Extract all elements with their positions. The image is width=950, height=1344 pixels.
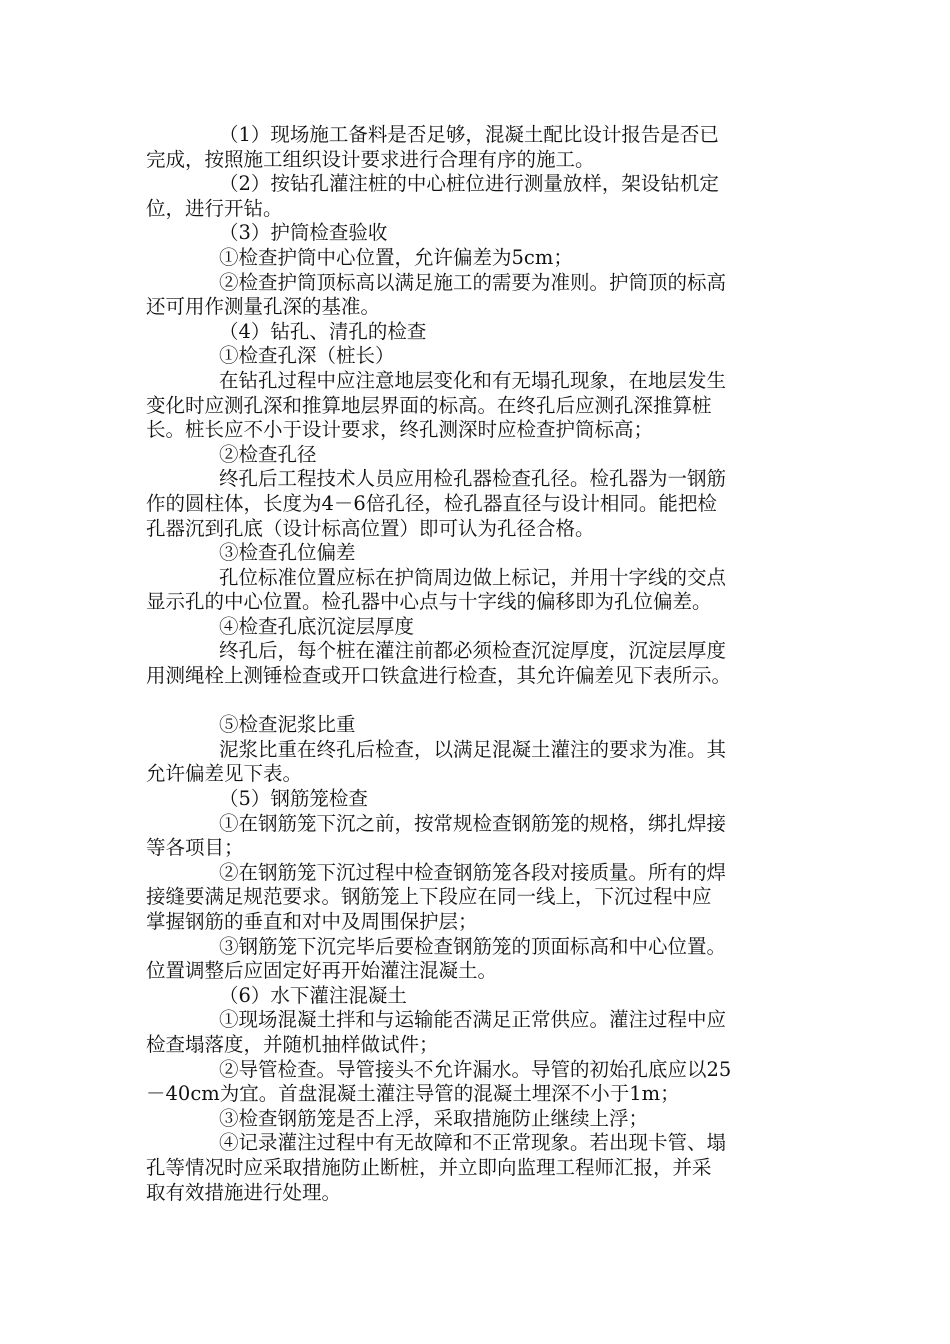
subsection-heading: ③检查孔位偏差: [219, 541, 356, 565]
paragraph-line: （1）现场施工备料是否足够，混凝土配比设计报告是否已: [219, 123, 719, 146]
paragraph-line: ②检查护筒顶标高以满足施工的需要为准则。护筒顶的标高: [219, 270, 727, 294]
paragraph-line: ③检查钢筋笼是否上浮，采取措施防止继续上浮；: [219, 1106, 649, 1130]
document-body: [146, 123, 816, 1205]
paragraph-line: 用测绳栓上测锤检查或开口铁盒进行检查，其允许偏差见下表所示。: [146, 664, 732, 688]
section-heading: （4）钻孔、清孔的检查: [219, 319, 427, 343]
paragraph-line: 等各项目；: [146, 836, 244, 860]
paragraph-line: 显示孔的中心位置。检孔器中心点与十字线的偏移即为孔位偏差。: [146, 590, 712, 614]
paragraph-line: 孔位标准位置应标在护筒周边做上标记，并用十字线的交点: [219, 565, 727, 589]
subsection-heading: ①检查孔深（桩长）: [219, 344, 395, 368]
paragraph-line: 长。桩长应不小于设计要求，终孔测深时应检查护筒标高；: [146, 418, 654, 442]
paragraph-line: ②导管检查。导管接头不允许漏水。导管的初始孔底应以25: [219, 1057, 732, 1081]
paragraph-line: 还可用作测量孔深的基准。: [146, 295, 381, 319]
paragraph-line: ①现场混凝土拌和与运输能否满足正常供应。灌注过程中应: [219, 1008, 727, 1032]
subsection-heading: ⑤检查泥浆比重: [219, 713, 356, 737]
blank-line: [146, 689, 816, 714]
paragraph-line: 位置调整后应固定好再开始灌注混凝土。: [146, 959, 498, 983]
paragraph-line: ④记录灌注过程中有无故障和不正常现象。若出现卡管、塌: [219, 1131, 727, 1155]
paragraph-line: ①在钢筋笼下沉之前，按常规检查钢筋笼的规格，绑扎焊接: [219, 811, 727, 835]
paragraph-line: （2）按钻孔灌注桩的中心桩位进行测量放样，架设钻机定: [219, 172, 719, 196]
paragraph-line: ①检查护筒中心位置，允许偏差为5cm；: [219, 245, 573, 269]
paragraph-line: 终孔后，每个桩在灌注前都必须检查沉淀厚度，沉淀层厚度: [219, 639, 727, 663]
paragraph-line: 孔器沉到孔底（设计标高位置）即可认为孔径合格。: [146, 516, 595, 540]
subsection-heading: ④检查孔底沉淀层厚度: [219, 614, 415, 638]
section-heading: （5）钢筋笼检查: [219, 787, 368, 811]
paragraph-line: 在钻孔过程中应注意地层变化和有无塌孔现象，在地层发生: [219, 368, 727, 392]
paragraph-line: 检查塌落度，并随机抽样做试件；: [146, 1032, 439, 1056]
section-heading: （3）护筒检查验收: [219, 221, 388, 245]
paragraph-line: ②在钢筋笼下沉过程中检查钢筋笼各段对接质量。所有的焊: [219, 860, 727, 884]
paragraph-line: 取有效措施进行处理。: [146, 1180, 342, 1204]
paragraph-line: 终孔后工程技术人员应用检孔器检查孔径。检孔器为一钢筋: [219, 467, 727, 491]
paragraph-line: 位，进行开钻。: [146, 196, 283, 220]
paragraph-line: －40cm为宜。首盘混凝土灌注导管的混凝土埋深不小于1m；: [146, 1082, 680, 1106]
paragraph-line: 作的圆柱体，长度为4－6倍孔径，检孔器直径与设计相同。能把检: [146, 491, 717, 515]
section-heading: （6）水下灌注混凝土: [219, 983, 407, 1007]
paragraph-line: 掌握钢筋的垂直和对中及周围保护层；: [146, 910, 478, 933]
paragraph-line: 变化时应测孔深和推算地层界面的标高。在终孔后应测孔深推算桩: [146, 393, 712, 417]
paragraph-line: 泥浆比重在终孔后检查，以满足混凝土灌注的要求为准。其: [219, 737, 727, 761]
paragraph-line: 孔等情况时应采取措施防止断桩，并立即向监理工程师汇报，并采: [146, 1155, 712, 1179]
subsection-heading: ②检查孔径: [219, 442, 317, 466]
paragraph-line: 允许偏差见下表。: [146, 762, 303, 786]
paragraph-line: ③钢筋笼下沉完毕后要检查钢筋笼的顶面标高和中心位置。: [219, 934, 727, 958]
paragraph-line: 完成，按照施工组织设计要求进行合理有序的施工。: [146, 147, 595, 171]
paragraph-line: 接缝要满足规范要求。钢筋笼上下段应在同一线上，下沉过程中应: [146, 885, 712, 909]
